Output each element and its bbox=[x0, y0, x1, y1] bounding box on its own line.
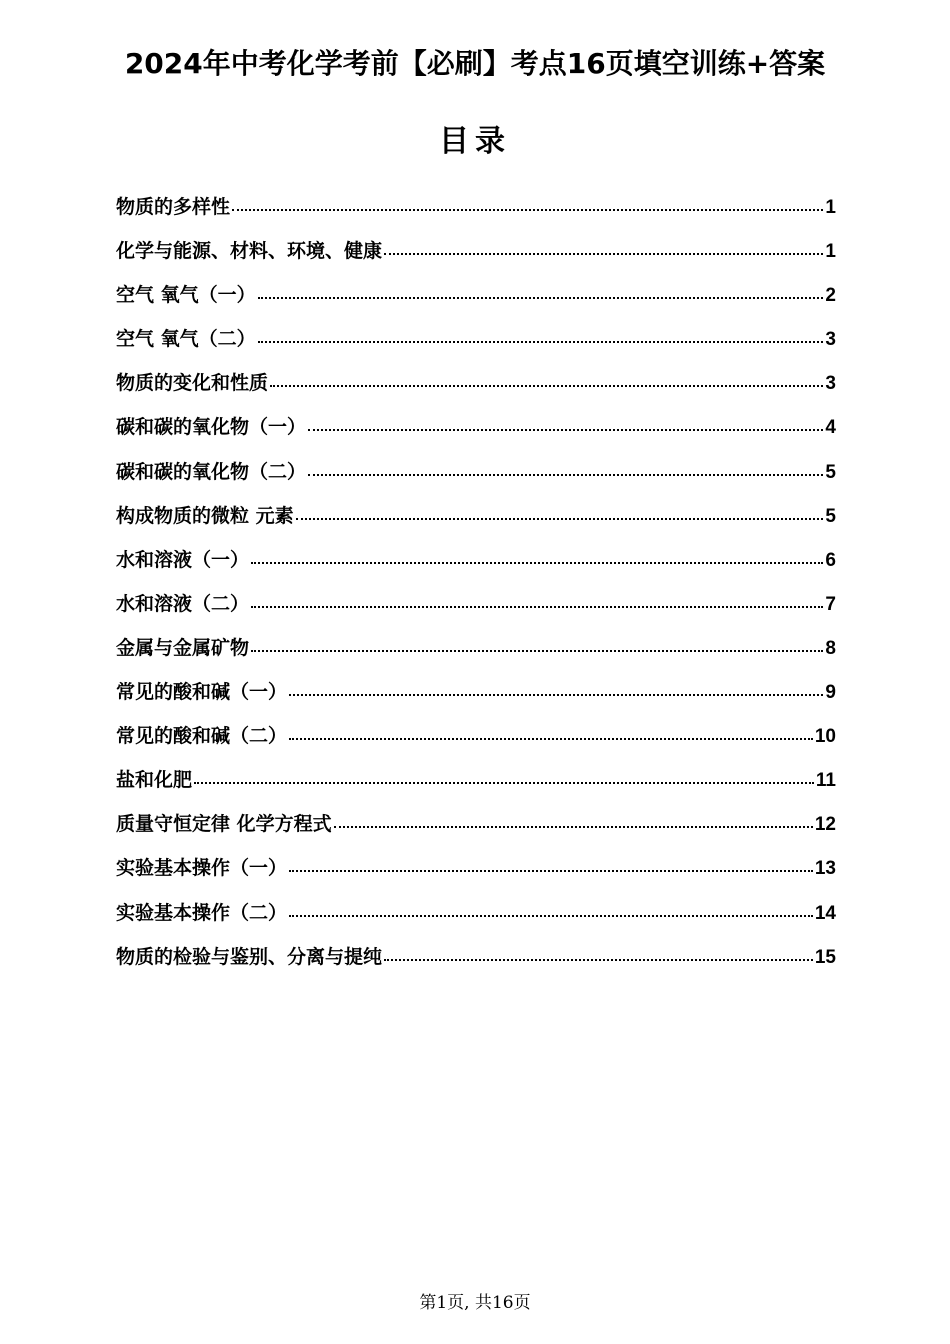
toc-entry-label: 碳和碳的氧化物（二） bbox=[116, 460, 307, 483]
toc-entry-label: 物质的变化和性质 bbox=[116, 372, 269, 395]
toc-dot-leader bbox=[384, 253, 823, 255]
toc-entry[interactable] bbox=[116, 633, 836, 677]
toc-entry-label: 实验基本操作（一） bbox=[116, 857, 288, 880]
toc-entry-label: 物质的多样性 bbox=[116, 196, 231, 218]
toc-entry[interactable] bbox=[116, 721, 836, 765]
toc-entry-page-number: 4 bbox=[825, 417, 836, 439]
page-footer: 第1页, 共16页 bbox=[419, 1293, 531, 1313]
toc-dot-leader bbox=[258, 341, 824, 343]
toc-entry-label: 化学与能源、材料、环境、健康 bbox=[116, 240, 383, 263]
toc-dot-leader bbox=[289, 915, 813, 917]
toc-entry[interactable] bbox=[116, 368, 836, 412]
toc-entry[interactable] bbox=[116, 853, 836, 897]
toc-entry-label: 质量守恒定律 化学方程式 bbox=[116, 813, 332, 836]
toc-entry-label: 水和溶液（二） bbox=[116, 592, 250, 615]
toc-entry-page-number: 8 bbox=[825, 637, 836, 659]
toc-dot-leader bbox=[251, 562, 823, 564]
toc-dot-leader bbox=[232, 209, 823, 211]
toc-entry-label: 金属与金属矿物 bbox=[116, 636, 250, 659]
toc-entry[interactable] bbox=[116, 324, 836, 368]
toc-entry-page-number: 9 bbox=[825, 682, 836, 704]
toc-dot-leader bbox=[258, 297, 824, 299]
toc-entry-label: 空气 氧气（一） bbox=[116, 284, 256, 307]
toc-entry-label: 物质的检验与鉴别、分离与提纯 bbox=[116, 945, 383, 968]
toc-entry[interactable] bbox=[116, 545, 836, 589]
toc-entry-page-number: 5 bbox=[825, 461, 836, 483]
toc-entry-label: 常见的酸和碱（二） bbox=[116, 725, 288, 748]
toc-entry-page-number: 2 bbox=[825, 285, 836, 307]
toc-entry[interactable] bbox=[116, 942, 836, 986]
toc-entry[interactable] bbox=[116, 589, 836, 633]
toc-entry-label: 空气 氧气（二） bbox=[116, 328, 256, 351]
toc-dot-leader bbox=[308, 429, 823, 431]
toc-entry-label: 碳和碳的氧化物（一） bbox=[116, 416, 307, 439]
toc-dot-leader bbox=[289, 738, 813, 740]
toc-dot-leader bbox=[308, 474, 823, 476]
toc-entry-label: 盐和化肥 bbox=[116, 769, 193, 792]
toc-entry-page-number: 1 bbox=[825, 197, 836, 218]
table-of-contents bbox=[116, 192, 836, 986]
toc-entry-page-number: 15 bbox=[814, 946, 836, 968]
toc-dot-leader bbox=[251, 606, 823, 608]
document-title: 2024年中考化学考前【必刷】考点16页填空训练+答案 bbox=[124, 47, 826, 80]
toc-entry[interactable] bbox=[116, 765, 836, 809]
toc-entry[interactable] bbox=[116, 457, 836, 501]
toc-entry-page-number: 11 bbox=[815, 770, 836, 792]
toc-entry-page-number: 7 bbox=[825, 593, 836, 615]
toc-entry[interactable] bbox=[116, 898, 836, 942]
toc-entry-page-number: 6 bbox=[825, 549, 836, 571]
toc-entry[interactable] bbox=[116, 677, 836, 721]
toc-dot-leader bbox=[289, 694, 823, 696]
toc-entry-page-number: 14 bbox=[814, 902, 836, 924]
toc-entry[interactable] bbox=[116, 192, 836, 236]
toc-entry-page-number: 5 bbox=[825, 505, 836, 527]
toc-dot-leader bbox=[289, 870, 813, 872]
toc-entry-label: 实验基本操作（二） bbox=[116, 901, 288, 924]
toc-dot-leader bbox=[296, 518, 824, 520]
toc-entry[interactable] bbox=[116, 236, 836, 280]
toc-entry-page-number: 3 bbox=[825, 329, 836, 351]
toc-entry[interactable] bbox=[116, 809, 836, 853]
toc-entry-page-number: 1 bbox=[825, 241, 836, 263]
toc-dot-leader bbox=[251, 650, 823, 652]
toc-dot-leader bbox=[194, 782, 814, 784]
toc-dot-leader bbox=[384, 959, 813, 961]
toc-entry-page-number: 3 bbox=[825, 373, 836, 395]
toc-entry-label: 构成物质的微粒 元素 bbox=[116, 504, 294, 527]
toc-entry-label: 常见的酸和碱（一） bbox=[116, 681, 288, 704]
toc-entry-page-number: 10 bbox=[814, 726, 836, 748]
toc-entry[interactable] bbox=[116, 412, 836, 456]
toc-dot-leader bbox=[270, 385, 823, 387]
toc-entry[interactable] bbox=[116, 501, 836, 545]
toc-dot-leader bbox=[334, 826, 813, 828]
toc-entry-page-number: 12 bbox=[814, 814, 836, 836]
toc-entry-page-number: 13 bbox=[814, 858, 836, 880]
toc-heading: 目录 bbox=[439, 124, 511, 159]
toc-entry-label: 水和溶液（一） bbox=[116, 548, 250, 571]
toc-entry[interactable] bbox=[116, 280, 836, 324]
